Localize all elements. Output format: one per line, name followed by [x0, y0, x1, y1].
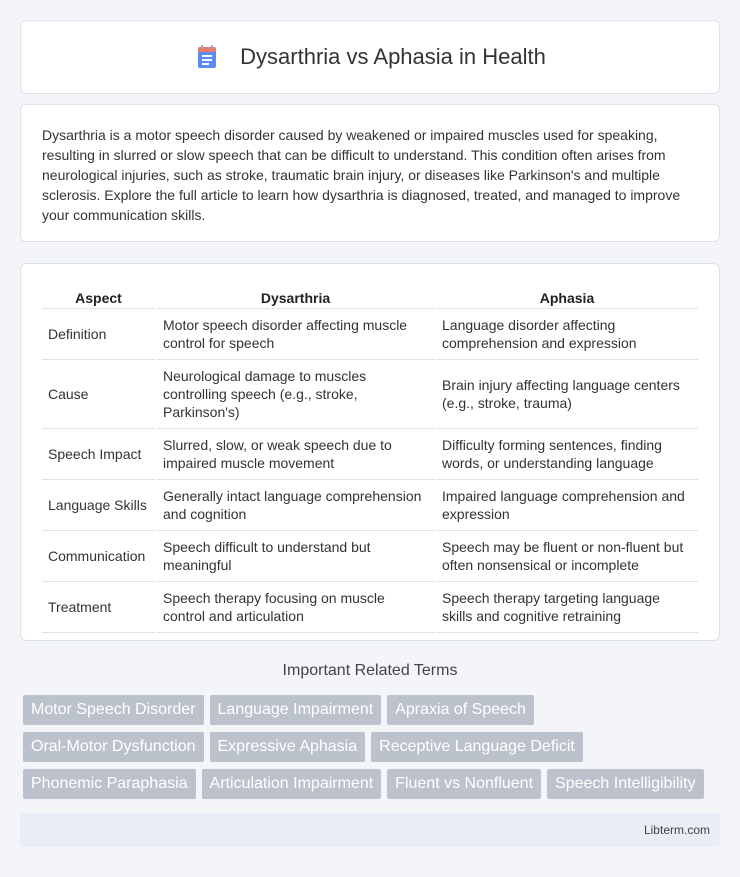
- tag-language-impairment[interactable]: Language Impairment: [210, 695, 382, 725]
- comparison-table: [42, 284, 698, 633]
- header-dysarthria: Dysarthria: [156, 284, 435, 309]
- header-card: [20, 20, 720, 94]
- intro-card: [20, 104, 720, 242]
- cell-dysarthria: Neurological damage to muscles controlling speech (e.g., stroke, Parkinson's): [156, 360, 435, 429]
- table-row: [42, 309, 698, 360]
- tag-row: [23, 769, 723, 799]
- cell-aphasia: Speech may be fluent or non-fluent but often nonsensical or incomplete: [435, 531, 698, 582]
- footer-site-link[interactable]: Libterm.com: [643, 823, 710, 837]
- related-terms-title: Important Related Terms: [282, 662, 458, 679]
- cell-dysarthria: Slurred, slow, or weak speech due to impaired muscle movement: [156, 429, 435, 480]
- cell-aphasia: Brain injury affecting language centers (e.g., stroke, trauma): [435, 360, 698, 429]
- intro-text: Dysarthria is a motor speech disorder caused by weakened or impaired muscles used for speaking, resulting in slurred or slow speech that can be difficult to understand. This condition often arises from neurological injuries, such as stroke, traumatic brain injury, or diseases like Parkinson's and multiple sclerosis. Explore the full article to learn how dysarthria is diagnosed, treated, and managed to improve your communication skills.: [42, 127, 681, 223]
- table-row: [42, 582, 698, 633]
- cell-aspect: Language Skills: [42, 480, 156, 531]
- tag-fluent-vs-nonfluent[interactable]: Fluent vs Nonfluent: [387, 769, 541, 799]
- cell-aspect: Cause: [42, 360, 156, 429]
- cell-aphasia: Speech therapy targeting language skills and cognitive retraining: [435, 582, 698, 633]
- tag-articulation-impairment[interactable]: Articulation Impairment: [202, 769, 382, 799]
- cell-dysarthria: Speech therapy focusing on muscle control and articulation: [156, 582, 435, 633]
- tag-oral-motor-dysfunction[interactable]: Oral-Motor Dysfunction: [23, 732, 204, 762]
- tag-expressive-aphasia[interactable]: Expressive Aphasia: [210, 732, 366, 762]
- tag-row: [23, 695, 723, 725]
- header-aphasia: Aphasia: [435, 284, 698, 309]
- table-row: [42, 531, 698, 582]
- page-title: Dysarthria vs Aphasia in Health: [240, 44, 546, 69]
- cell-aspect: Definition: [42, 309, 156, 360]
- related-terms: [23, 695, 723, 806]
- cell-aspect: Treatment: [42, 582, 156, 633]
- header-aspect: Aspect: [42, 284, 156, 309]
- tag-speech-intelligibility[interactable]: Speech Intelligibility: [547, 769, 704, 799]
- comparison-card: [20, 263, 720, 641]
- cell-dysarthria: Generally intact language comprehension and cognition: [156, 480, 435, 531]
- cell-aphasia: Difficulty forming sentences, finding words, or understanding language: [435, 429, 698, 480]
- table-row: [42, 480, 698, 531]
- cell-aspect: Communication: [42, 531, 156, 582]
- cell-dysarthria: Speech difficult to understand but meaningful: [156, 531, 435, 582]
- table-row: [42, 429, 698, 480]
- tag-row: [23, 732, 723, 762]
- tag-phonemic-paraphasia[interactable]: Phonemic Paraphasia: [23, 769, 196, 799]
- document-icon: [194, 44, 220, 70]
- tag-apraxia-of-speech[interactable]: Apraxia of Speech: [387, 695, 534, 725]
- table-row: [42, 360, 698, 429]
- table-header-row: [42, 284, 698, 309]
- tag-receptive-language-deficit[interactable]: Receptive Language Deficit: [371, 732, 583, 762]
- cell-aphasia: Language disorder affecting comprehension and expression: [435, 309, 698, 360]
- footer: [20, 813, 720, 847]
- cell-dysarthria: Motor speech disorder affecting muscle control for speech: [156, 309, 435, 360]
- cell-aphasia: Impaired language comprehension and expression: [435, 480, 698, 531]
- cell-aspect: Speech Impact: [42, 429, 156, 480]
- tag-motor-speech-disorder[interactable]: Motor Speech Disorder: [23, 695, 204, 725]
